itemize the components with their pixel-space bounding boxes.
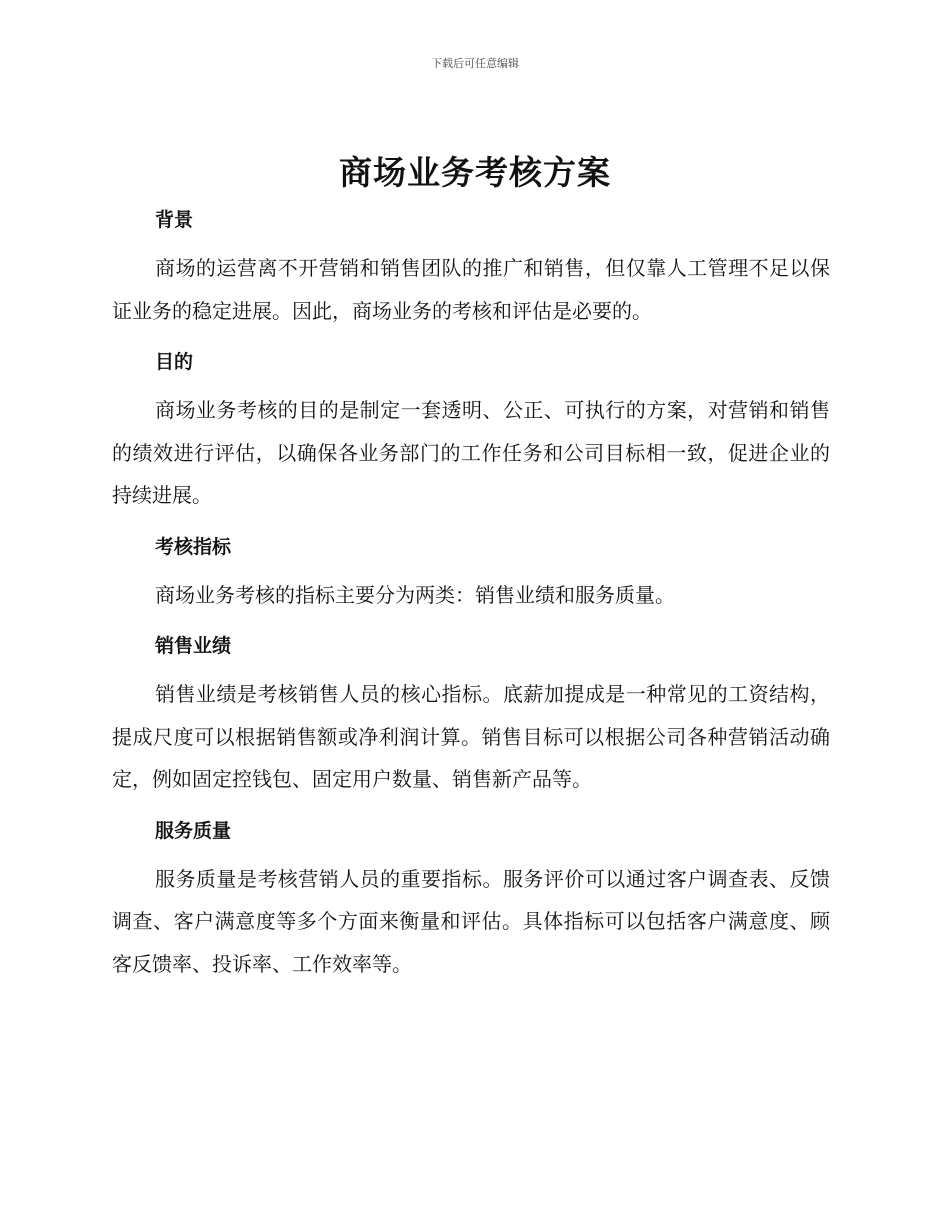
- section-heading: 考核指标: [155, 535, 232, 558]
- section-indicators: [112, 527, 830, 617]
- section-paragraph: 商场业务考核的目的是制定一套透明、公正、可执行的方案，对营销和销售的绩效进行评估，以确保各业务部门的工作任务和公司目标相一致，促进企业的持续进展。: [112, 398, 830, 507]
- section-paragraph: 商场业务考核的指标主要分为两类：销售业绩和服务质量。: [155, 582, 675, 607]
- section-service-quality: [112, 811, 830, 986]
- document-body: [112, 200, 830, 995]
- section-sales-performance: [112, 626, 830, 801]
- header-note: 下载后可任意编辑: [431, 57, 519, 70]
- section-heading: 服务质量: [155, 819, 232, 842]
- section-purpose: [112, 342, 830, 517]
- document-title: 商场业务考核方案: [339, 153, 611, 192]
- section-background: [112, 200, 830, 332]
- section-paragraph: 销售业绩是考核销售人员的核心指标。底薪加提成是一种常见的工资结构，提成尺度可以根据销售额或净利润计算。销售目标可以根据公司各种营销活动确定，例如固定控钱包、固定用户数量、销售新产品等。: [112, 682, 830, 791]
- section-heading: 背景: [155, 209, 194, 231]
- section-paragraph: 服务质量是考核营销人员的重要指标。服务评价可以通过客户调查表、反馈调查、客户满意度等多个方面来衡量和评估。具体指标可以包括客户满意度、顾客反馈率、投诉率、工作效率等。: [112, 866, 830, 976]
- section-heading: 目的: [155, 351, 194, 373]
- section-heading: 销售业绩: [155, 635, 232, 657]
- section-paragraph: 商场的运营离不开营销和销售团队的推广和销售，但仅靠人工管理不足以保证业务的稳定进展。因此，商场业务的考核和评估是必要的。: [112, 256, 830, 323]
